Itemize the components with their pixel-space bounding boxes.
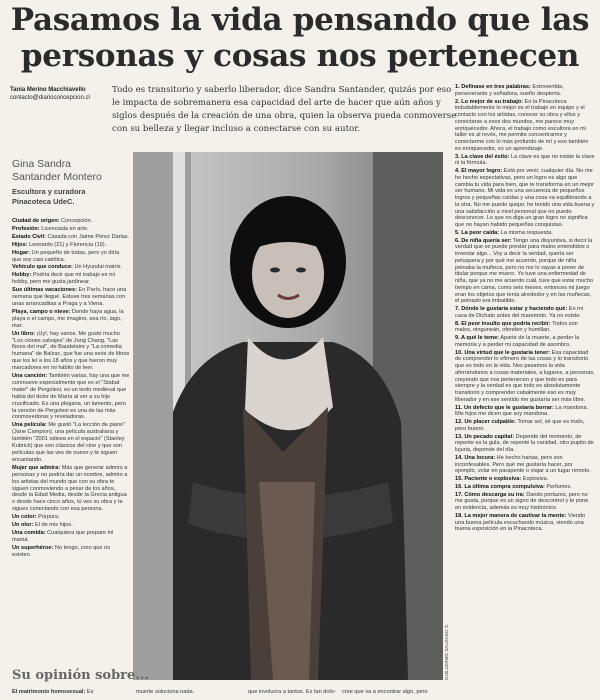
byline	[10, 86, 110, 102]
opinion-snippet-4: cree que va a encontrar algo, pero	[342, 689, 428, 695]
fact-item-text: Concepción.	[59, 218, 93, 224]
byline-email[interactable]: contacto@diarioconcepcion.cl	[10, 95, 90, 101]
portrait-photo	[133, 152, 443, 680]
qa-item-text: Depende del momento, de repente es la gula, de repente la vanidad, otro pupito de lujuria, depende del día.	[455, 433, 594, 453]
fact-item	[12, 226, 130, 233]
fact-item	[12, 514, 130, 521]
fact-item	[12, 272, 130, 286]
fact-item-label: Mujer que admira:	[12, 464, 61, 471]
fact-item-label: Hijos:	[12, 241, 28, 248]
fact-item-text: Púrpura.	[36, 514, 60, 521]
qa-item-text: Esa capacidad de comprender lo efímero de las cosas y lo transitorio que es todo en la vida. Nos pasamos la vida aferrándonos a cosas materiales, a lugares, a personas, creyendo que nos pertenecen y que todo es para siempre y la verdad es que todo es absolutamente transitorio y comprender cabalmente eso es muy liberador y en ese sentido me gustaría ser más libre.	[455, 349, 595, 403]
byline-author: Tania Merino Macchiavello	[10, 87, 86, 93]
fact-item-text: Podría decir que mi trabajo es mi hobby, pero me gusta jardinear.	[12, 272, 115, 286]
qa-item	[455, 306, 595, 320]
fact-item-text: No tengo, creo que no existen.	[12, 544, 111, 558]
qa-item	[455, 99, 595, 153]
qa-item-label: 10. Una virtud que le gustaría tener:	[455, 349, 551, 356]
fact-item	[12, 218, 130, 225]
portrait-illustration	[133, 152, 443, 680]
opinion-snippet-1-text: Es	[85, 689, 94, 695]
qa-item-text: En mi casa de Dichato antes del maremoto. Ya no existe.	[455, 306, 584, 319]
opinion-snippet-1	[12, 689, 93, 695]
fact-item	[12, 250, 130, 264]
qa-item-text: Extrovertida, perseverante y soñadora, sueño despierta.	[455, 84, 564, 97]
qa-item-label: 4. El mayor logro:	[455, 168, 503, 174]
qa-item-label: 16. La última compra compulsiva:	[455, 483, 545, 490]
fact-item-label: Ciudad de origen:	[12, 218, 60, 224]
fact-item-label: Un libro:	[12, 330, 35, 337]
fact-item	[12, 373, 130, 421]
qa-item	[455, 335, 595, 349]
profile-role	[12, 187, 132, 207]
headline-line-1: Pasamos la vida pensando que las	[10, 2, 590, 38]
opinion-snippet-3: que involucra a tantos. Es tan dolo-	[248, 689, 336, 695]
qa-item-text: Está por venir, cualquier día. No me he hecho expectativas, pero un logro es algo que cambia tu vida para bien, que te transforma en un mejor ser humano. Mi vida es una secuencia de pequeños logros y pequeñas caídas y una cosa va equilibrando a la otra. No me puedo quejar, he tenido una vida buena y una satisfacción a nivel personal que no puedo desconocer. Lo que no diga un gran logro no significa que no hayan habido pequeñas conquistas.	[455, 168, 595, 228]
intro-paragraph: Todo es transitorio y saberlo liberador, dice Sandra Santander, quizás por eso le impacta de sobremanera esa capacidad del arte de hacer que aún años y siglos después de la creación de una obra, quien la observa pueda conmoverse con su belleza y llegar incluso a conectarse con su autor.	[112, 85, 457, 134]
qa-item-label: 7. Dónde le gustaría estar y haciendo qué:	[455, 306, 568, 312]
headline-line-2: personas y cosas nos pertenecen	[20, 38, 580, 74]
qa-item	[455, 484, 595, 491]
fact-item-label: Estado Civil:	[12, 233, 46, 240]
fact-item	[12, 309, 130, 330]
qa-item-text: Todos son malos, ninguneán, ofenden y humillan.	[455, 320, 578, 334]
fact-item-text: Un pequeño de todas, pero yo diría que soy casi católica.	[12, 249, 120, 263]
fact-item-text: ¡Uy!, hay varios. Me gustó mucho "Los clones salvajes" de Jung Chang, "Las flores del mal", de Baudelaire y "La comedia humana" de Balzac, que fue una serie de libros que los leí a los 18 años y que fueron muy marcadores en mi hábito de leer.	[12, 330, 130, 372]
fact-item	[12, 545, 130, 559]
fact-item	[12, 522, 130, 529]
profile-name	[12, 158, 132, 184]
qa-item-label: 2. Lo mejor de su trabajo:	[455, 98, 524, 105]
opinion-snippet-2: muerte soluciona nada.	[136, 689, 195, 695]
qa-item-text: Perfumes.	[544, 483, 572, 490]
questionnaire	[455, 84, 595, 534]
fact-item-text: En París, hace una semana que llegué. Estuve tres semanas con unas arrancaditas a Praga y a Viena.	[12, 287, 127, 307]
fact-item-label: Una película:	[12, 422, 47, 429]
qa-item	[455, 434, 595, 454]
fact-item-label: Profesión:	[12, 225, 40, 232]
fact-item	[12, 530, 130, 544]
qa-item-label: 11. Un defecto que le gustaría borrar:	[455, 404, 554, 411]
qa-item	[455, 492, 595, 512]
qa-item	[455, 419, 595, 433]
headline	[10, 2, 590, 74]
qa-item-text: Aparte de la muerte, a perder la memoria y a perder mi capacidad de asombro.	[455, 335, 580, 348]
profile-role-line-2: Pinacoteca UdeC.	[12, 197, 75, 206]
qa-item-label: 3. La clave del éxito:	[455, 153, 510, 160]
fact-item-label: Playa, campo o nieve:	[12, 308, 71, 315]
qa-item-text: Dando portazos, pero no me gusta, porque es un signo de descontrol y te pone en evidencia, además es muy histriónico.	[455, 491, 589, 511]
qa-item-label: 13. Un pecado capital:	[455, 433, 515, 440]
fact-item-label: Una comida:	[12, 529, 46, 536]
qa-item-text: La mandona. Mis hijos me dicen que soy mandona.	[455, 404, 589, 418]
fact-item-text: También varias, hay una que me conmueve especialmente que es el "Stabat mater" de Pergolesi, es un texto medieval que habla del dolor de María al ver a su hijo crucificado. Es una plegaria, un lamento, pero la versión de Pergolesi es una de las más conmovedoras y reveladoras.	[12, 373, 130, 421]
fact-item-text: Cualquiera que prepare mi mamá.	[12, 529, 114, 543]
qa-item	[455, 455, 595, 475]
qa-item-label: 8. El peor insulto que podría recibir:	[455, 320, 551, 327]
fact-item-text: Licenciada en arte.	[39, 225, 89, 232]
qa-item	[455, 84, 595, 98]
qa-item-text: En la Pinacoteca indudablemente lo mejor es el trabajo en equipo y el contacto con los artistas, conocer su obra y ellos y conectarse a esos dos mundos, me parece muy enriquecedor. Ahora, el trabajo como escultora en mi taller es al revés, me permite concentrarme y conectarme con lo más profundo de mí y eso también es enriquecedor, es un aprendizaje.	[455, 98, 589, 152]
profile-facts	[12, 218, 130, 560]
profile-role-line-1: Escultora y curadora	[12, 187, 86, 196]
fact-item-label: Un color:	[12, 514, 37, 521]
qa-item-text: La misma respuesta.	[499, 229, 553, 236]
fact-item	[12, 465, 130, 513]
qa-item-text: He hecho hartas, pero son inconfesables. Pero qué me gustaría hacer, por ejemplo, volar en parapente o viajar a un lugar remoto.	[455, 454, 591, 475]
qa-item	[455, 476, 595, 483]
qa-item-label: 12. Un placer culpable:	[455, 419, 516, 425]
fact-item	[12, 331, 130, 372]
fact-item	[12, 287, 130, 308]
qa-item-text: Tomar sol, sé que es malo, pero bueno.	[455, 419, 585, 432]
qa-item-label: 18. La mejor manera de cautivar la mente:	[455, 512, 567, 519]
fact-item-text: Me gustó "La lección de piano" (Jane Campion), una película australiana y también "2001 odisea en el espacio" (Stanley Kubrick) que son clásicos del cine y que son películas que las ves de nuevo y te siguen encantando.	[12, 422, 126, 463]
opinion-title: Su opinión sobre...	[12, 668, 149, 683]
fact-item	[12, 264, 130, 271]
photo-credit: GUILLERMO SALGADO S.	[444, 623, 449, 680]
fact-item	[12, 422, 130, 463]
fact-item-label: Un superhéroe:	[12, 544, 54, 551]
fact-item	[12, 242, 130, 249]
qa-item-text: La clave es que no existe la clave ni la fórmula.	[455, 153, 595, 167]
fact-item-text: Donde haya agua, la playa o el campo, me imagino, sea río, lago, mar.	[12, 308, 124, 329]
fact-item-text: Un Hyundai matrix.	[72, 264, 123, 271]
qa-item	[455, 321, 595, 335]
fact-item-label: Sus últimas vacaciones:	[12, 287, 77, 294]
fact-item-text: Leonardo (21) y Florencia (19).	[27, 241, 107, 248]
qa-item-label: 17. Cómo descarga su ira:	[455, 491, 525, 498]
fact-item-label: Una canción:	[12, 373, 48, 380]
fact-item-text: Más que generar admiro a personas y no podría dar un nombre, admiro a los artistas del mundo que con su obra te siguen conmoviendo a pesar de los años, desde la Edad Media, desde la Grecia antigua o desde hace cinco años, tú ves su obra y te sigues conectando con esa persona.	[12, 464, 128, 513]
qa-item	[455, 350, 595, 404]
fact-item-label: Un olor:	[12, 522, 34, 529]
fact-item-label: Vehículo que conduce:	[12, 264, 73, 271]
qa-item	[455, 168, 595, 229]
fact-item	[12, 234, 130, 241]
opinion-snippet-1-label: El matrimonio homosexual:	[12, 689, 86, 695]
fact-item-text: El de mis hijos.	[33, 522, 73, 529]
qa-item	[455, 405, 595, 419]
profile-name-line-1: Gina Sandra	[12, 158, 71, 170]
qa-item-label: 5. La peor caída:	[455, 229, 500, 236]
qa-item	[455, 238, 595, 306]
fact-item-label: Hogar:	[12, 249, 31, 256]
qa-item-label: 6. De niña quería ser:	[455, 237, 512, 244]
qa-item-text: Explosiva.	[521, 476, 549, 482]
fact-item-text: Casada con Jaime Pérez Darlas.	[45, 233, 130, 240]
qa-item	[455, 230, 595, 237]
qa-item-label: 1. Defínase en tres palabras:	[455, 84, 531, 90]
qa-item-label: 15. Paciente o explosiva:	[455, 476, 522, 482]
qa-item	[455, 513, 595, 533]
qa-item-text: Tengo una disyuntiva, si decir la verdad que se puede prestar para malos entendidos o inventar algo... Voy a decir la verdad, quería ser peluquera y por qué me acuerdo, porque de niña peinaba la muñeca, pero no me lo vayas a poner de titular porque me muero. Yo tuve una enfermedad de niña, que ya no me acuerdo cuál, tuve que estar mucho tiempo en cama, como seis meses, entonces mi juego eran los objetos que tenía alrededor y en las muñecas, el peinado era imbatible.	[455, 237, 594, 305]
qa-item-text: Viendo una buena película escuchando música, viendo una buena exposición en la Pinacoteca.	[455, 512, 586, 533]
fact-item-label: Hobby:	[12, 272, 32, 279]
qa-item-label: 9. A qué le teme:	[455, 335, 500, 341]
profile-name-line-2: Santander Montero	[12, 171, 102, 183]
qa-item-label: 14. Una locura:	[455, 454, 496, 461]
qa-item	[455, 154, 595, 168]
